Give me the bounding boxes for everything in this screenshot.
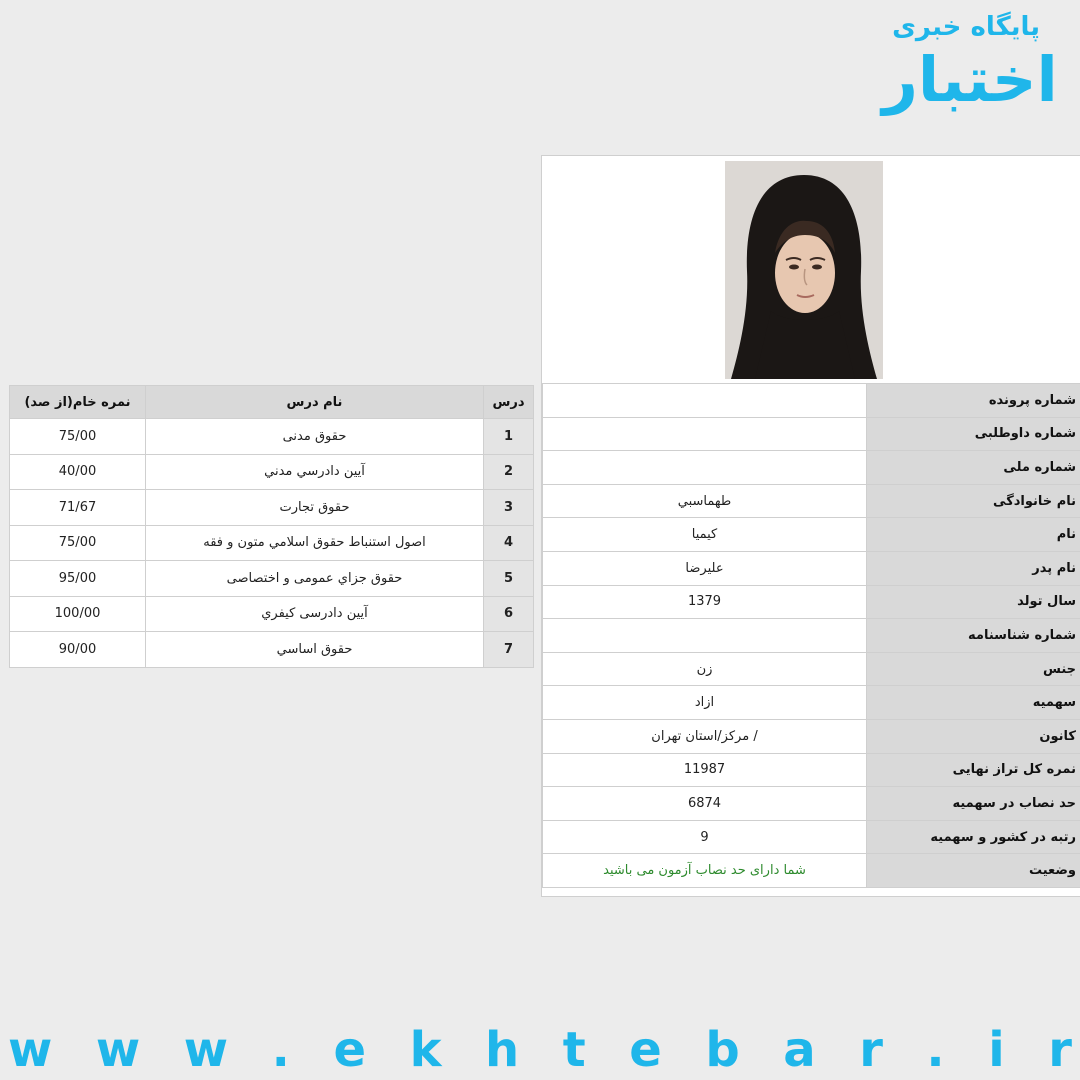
info-value: 11987 xyxy=(543,753,867,787)
course-score: 90/00 xyxy=(10,632,146,668)
info-label: نام پدر xyxy=(867,551,1080,585)
info-value: کیمیا xyxy=(543,518,867,552)
info-label: شماره ملی xyxy=(867,451,1080,485)
url-char: e xyxy=(333,1022,367,1078)
info-row-gender xyxy=(543,652,1080,686)
info-label: نام خانوادگی xyxy=(867,484,1080,518)
info-value xyxy=(543,417,867,451)
course-score: 75/00 xyxy=(10,419,146,455)
candidate-photo xyxy=(725,161,883,379)
url-char: h xyxy=(485,1022,520,1078)
table-row xyxy=(10,490,534,526)
grades-header-row xyxy=(10,386,534,419)
header-course-number: درس xyxy=(484,386,534,419)
url-char: t xyxy=(562,1022,586,1078)
site-logo[interactable] xyxy=(870,10,1070,140)
logo-title: اختبار xyxy=(882,43,1058,116)
url-char: w xyxy=(183,1022,229,1078)
header-course-name: نام درس xyxy=(146,386,484,419)
url-char: b xyxy=(705,1022,740,1078)
info-value: زن xyxy=(543,652,867,686)
url-char: r xyxy=(1048,1022,1072,1078)
info-value: ازاد xyxy=(543,686,867,720)
info-label: شماره پرونده xyxy=(867,384,1080,418)
header-raw-score: نمره خام(از صد) xyxy=(10,386,146,419)
url-char: a xyxy=(783,1022,816,1078)
info-row-national-id xyxy=(543,451,1080,485)
course-number: 4 xyxy=(484,525,534,561)
info-value xyxy=(543,384,867,418)
candidate-info-panel xyxy=(541,155,1080,897)
info-row-quota-threshold xyxy=(543,787,1080,821)
info-value: / مرکز/استان تهران xyxy=(543,719,867,753)
info-value: 9 xyxy=(543,820,867,854)
course-name: اصول استنباط حقوق اسلامي متون و فقه xyxy=(146,525,484,561)
course-number: 2 xyxy=(484,454,534,490)
course-number: 1 xyxy=(484,419,534,455)
course-number: 5 xyxy=(484,561,534,597)
logo-subtitle: پایگاه خبری xyxy=(892,12,1040,42)
table-row xyxy=(10,561,534,597)
info-row-last-name xyxy=(543,484,1080,518)
course-score: 75/00 xyxy=(10,525,146,561)
info-label: کانون xyxy=(867,719,1080,753)
info-value: علیرضا xyxy=(543,551,867,585)
table-row xyxy=(10,525,534,561)
course-name: حقوق تجارت xyxy=(146,490,484,526)
course-score: 95/00 xyxy=(10,561,146,597)
status-message: شما دارای حد نصاب آزمون می باشید xyxy=(543,854,867,888)
grades-table xyxy=(9,385,534,668)
info-row-id-card-number xyxy=(543,619,1080,653)
info-row-status xyxy=(543,854,1080,888)
url-char: w xyxy=(95,1022,141,1078)
info-row-candidate-number xyxy=(543,417,1080,451)
table-row xyxy=(10,454,534,490)
course-number: 6 xyxy=(484,596,534,632)
info-value: 6874 xyxy=(543,787,867,821)
table-row xyxy=(10,632,534,668)
url-char: w xyxy=(8,1022,53,1078)
info-label: شماره داوطلبی xyxy=(867,417,1080,451)
url-char: k xyxy=(409,1022,442,1078)
info-label: سال تولد xyxy=(867,585,1080,619)
info-label: شماره شناسنامه xyxy=(867,619,1080,653)
info-label: رتبه در کشور و سهمیه xyxy=(867,820,1080,854)
info-label: نمره کل تراز نهایی xyxy=(867,753,1080,787)
info-label: جنس xyxy=(867,652,1080,686)
info-row-father-name xyxy=(543,551,1080,585)
info-value: طهماسبي xyxy=(543,484,867,518)
course-number: 7 xyxy=(484,632,534,668)
course-number: 3 xyxy=(484,490,534,526)
course-name: آیین دادرسی کیفري xyxy=(146,596,484,632)
info-row-first-name xyxy=(543,518,1080,552)
info-label: وضعیت xyxy=(867,854,1080,888)
course-score: 100/00 xyxy=(10,596,146,632)
info-row-quota xyxy=(543,686,1080,720)
info-label: سهمیه xyxy=(867,686,1080,720)
url-char: e xyxy=(629,1022,662,1078)
url-char: i xyxy=(988,1022,1005,1078)
info-value xyxy=(543,451,867,485)
course-name: حقوق مدنی xyxy=(146,419,484,455)
course-name: آيين دادرسي مدني xyxy=(146,454,484,490)
info-value xyxy=(543,619,867,653)
info-value: 1379 xyxy=(543,585,867,619)
course-name: حقوق جزاي عمومی و اختصاصی xyxy=(146,561,484,597)
info-row-rank xyxy=(543,820,1080,854)
candidate-info-table xyxy=(542,383,1080,888)
course-score: 71/67 xyxy=(10,490,146,526)
table-row xyxy=(10,596,534,632)
info-label: نام xyxy=(867,518,1080,552)
info-label: حد نصاب در سهمیه xyxy=(867,787,1080,821)
course-name: حقوق اساسي xyxy=(146,632,484,668)
url-char: . xyxy=(271,1022,290,1078)
info-row-file-number xyxy=(543,384,1080,418)
info-row-bar-association xyxy=(543,719,1080,753)
table-row xyxy=(10,419,534,455)
website-url[interactable] xyxy=(0,1022,1080,1078)
info-row-birth-year xyxy=(543,585,1080,619)
url-char: . xyxy=(926,1022,945,1078)
course-score: 40/00 xyxy=(10,454,146,490)
info-row-final-score xyxy=(543,753,1080,787)
url-char: r xyxy=(859,1022,883,1078)
